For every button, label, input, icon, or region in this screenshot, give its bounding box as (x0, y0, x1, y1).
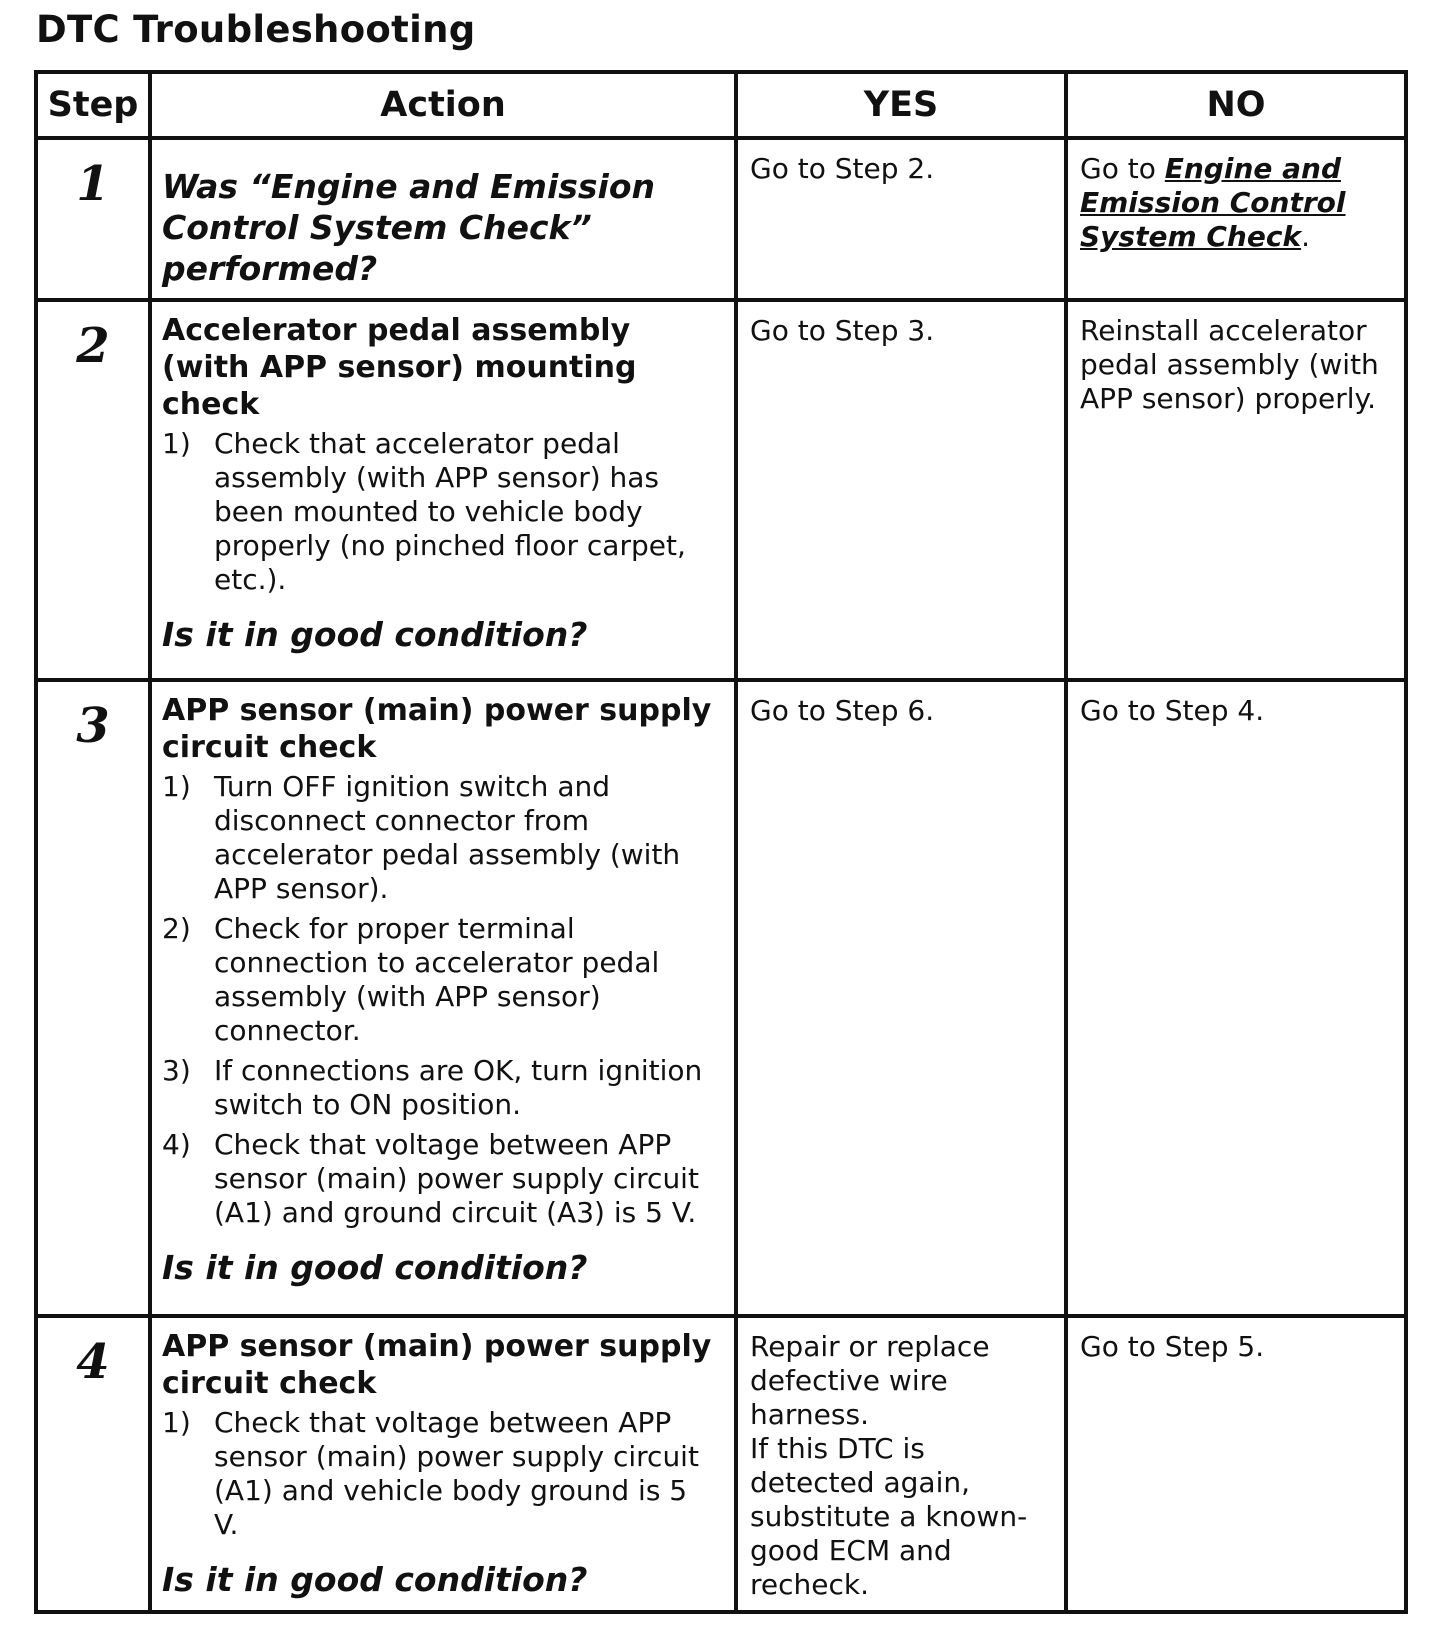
substep-number: 1) (162, 1406, 191, 1439)
substep-list (162, 770, 720, 1230)
table-row-step-4 (36, 1316, 1406, 1612)
step-title: APP sensor (main) power supply circuit check (162, 693, 712, 765)
yes-cell (736, 1316, 1066, 1612)
condition-question: Is it in good condition? (162, 1248, 588, 1287)
step-cell (36, 1316, 150, 1612)
step-number: 2 (76, 318, 110, 374)
dtc-troubleshooting-table (34, 70, 1408, 1614)
substep-text: If connections are OK, turn ignition switch to ON position. (214, 1054, 703, 1121)
substep-text: Check that voltage between APP sensor (main) power supply circuit (A1) and ground circuit (A3) is 5 V. (214, 1128, 699, 1229)
list-item (162, 427, 720, 597)
header-no: NO (1066, 72, 1406, 138)
action-cell (150, 680, 736, 1316)
step-number: 3 (76, 698, 110, 754)
no-cell: Reinstall accelerator pedal assembly (with APP sensor) properly. (1066, 300, 1406, 680)
yes-cell: Go to Step 2. (736, 138, 1066, 300)
document-title: DTC Troubleshooting (36, 8, 476, 51)
action-cell (150, 1316, 736, 1612)
no-suffix: . (1301, 220, 1310, 253)
yes-cell: Go to Step 3. (736, 300, 1066, 680)
list-item (162, 1406, 720, 1542)
table-header-row (36, 72, 1406, 138)
substep-number: 3) (162, 1054, 191, 1087)
step-title: Accelerator pedal assembly (with APP sensor) mounting check (162, 313, 637, 422)
step-cell (36, 138, 150, 300)
engine-emission-check-link[interactable]: Engine and Emission Control System Check (1080, 152, 1346, 253)
condition-question: Is it in good condition? (162, 1560, 588, 1599)
header-step: Step (36, 72, 150, 138)
step-number: 4 (76, 1334, 110, 1390)
step-title: APP sensor (main) power supply circuit check (162, 1329, 712, 1401)
substep-list (162, 1406, 720, 1542)
step-number: 1 (76, 156, 110, 212)
header-yes: YES (736, 72, 1066, 138)
condition-question: Is it in good condition? (162, 615, 588, 654)
action-cell (150, 138, 736, 300)
table-row-step-2 (36, 300, 1406, 680)
substep-number: 1) (162, 427, 191, 460)
step-cell (36, 300, 150, 680)
substep-number: 4) (162, 1128, 191, 1161)
table-row-step-3 (36, 680, 1406, 1316)
table-row-step-1 (36, 138, 1406, 300)
no-cell: Go to Step 5. (1066, 1316, 1406, 1612)
substep-text: Check for proper terminal connection to accelerator pedal assembly (with APP sensor) connector. (214, 912, 660, 1047)
list-item (162, 770, 720, 906)
substep-text: Check that accelerator pedal assembly (with APP sensor) has been mounted to vehicle body properly (no pinched floor carpet, etc.). (214, 427, 686, 596)
substep-text: Check that voltage between APP sensor (main) power supply circuit (A1) and vehicle body ground is 5 V. (214, 1406, 699, 1541)
substep-text: Turn OFF ignition switch and disconnect connector from accelerator pedal assembly (with APP sensor). (214, 770, 681, 905)
substep-number: 1) (162, 770, 191, 803)
substep-list (162, 427, 720, 597)
yes-repair-text: Repair or replace defective wire harness. (750, 1330, 990, 1431)
substep-number: 2) (162, 912, 191, 945)
no-prefix: Go to (1080, 152, 1165, 185)
list-item (162, 1128, 720, 1230)
no-cell: Go to Step 4. (1066, 680, 1406, 1316)
list-item (162, 1054, 720, 1122)
step-cell (36, 680, 150, 1316)
list-item (162, 912, 720, 1048)
action-cell (150, 300, 736, 680)
header-action: Action (150, 72, 736, 138)
yes-cell: Go to Step 6. (736, 680, 1066, 1316)
yes-substitute-text: If this DTC is detected again, substitute a known-good ECM and recheck. (750, 1432, 1028, 1601)
step-question: Was “Engine and Emission Control System Check” performed? (162, 167, 656, 288)
no-cell (1066, 138, 1406, 300)
